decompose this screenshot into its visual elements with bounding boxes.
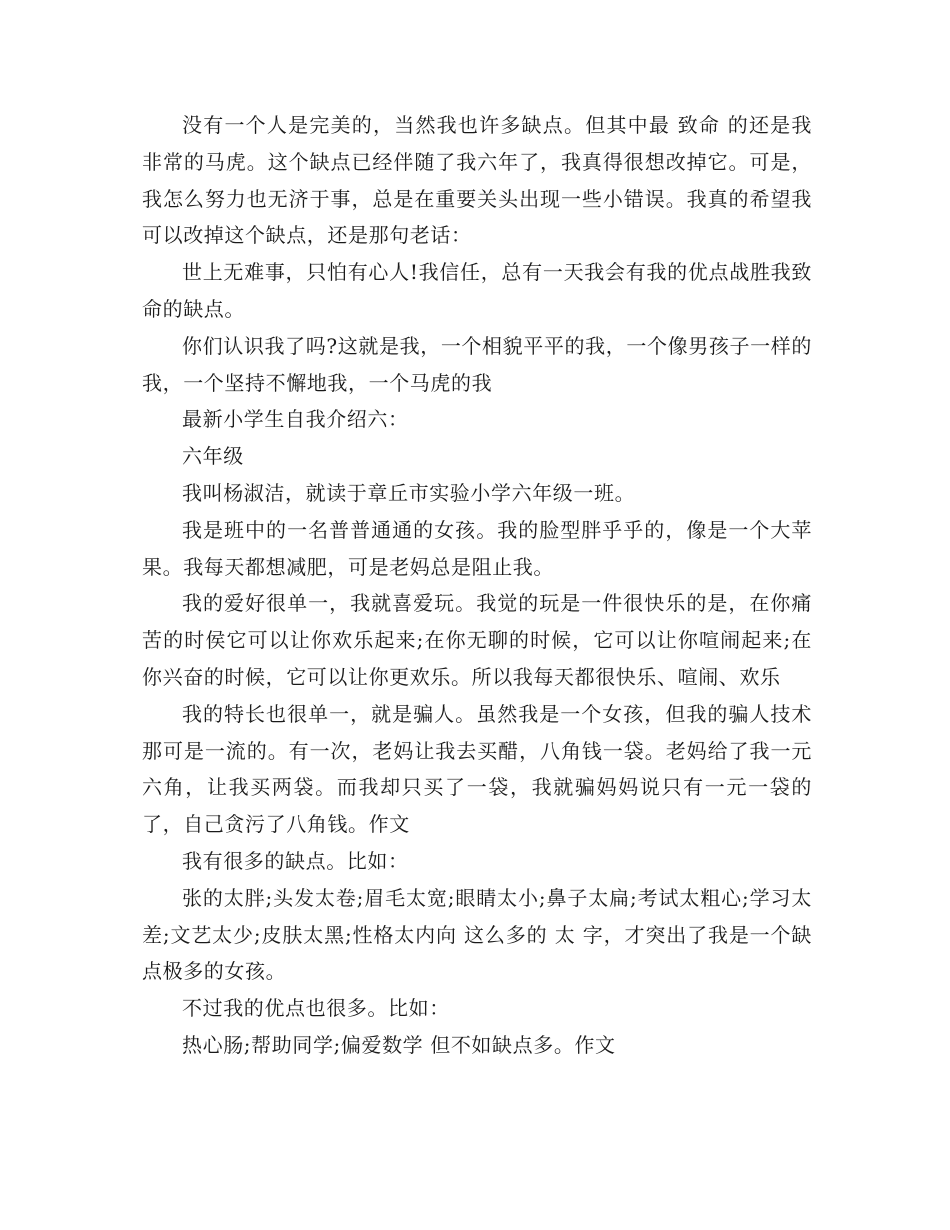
paragraph-3: 你们认识我了吗?这就是我，一个相貌平平的我，一个像男孩子一样的我，一个坚持不懈地我，一个马虎的我	[142, 333, 812, 395]
paragraph-8: 我的爱好很单一，我就喜爱玩。我觉的玩是一件很快乐的是，在你痛苦的时侯它可以让你欢乐起来;在你无聊的时候，它可以让你喧闹起来;在你兴奋的时候，它可以让你更欢乐。所以我每天都很快乐、喧闹、欢乐	[142, 591, 812, 689]
paragraph-6: 我叫杨淑洁，就读于章丘市实验小学六年级一班。	[182, 480, 636, 505]
grade-label: 六年级	[182, 444, 244, 469]
section-heading: 最新小学生自我介绍六：	[182, 407, 409, 432]
paragraph-9: 我的特长也很单一，就是骗人。虽然我是一个女孩，但我的骗人技术那可是一流的。有一次，老妈让我去买醋，八角钱一袋。老妈给了我一元六角，让我买两袋。而我却只买了一袋，我就骗妈妈说只有一元一袋的了，自己贪污了八角钱。作文	[142, 701, 812, 837]
paragraph-10: 我有很多的缺点。比如：	[182, 848, 409, 873]
paragraph-11: 张的太胖;头发太卷;眉毛太宽;眼睛太小;鼻子太扁;考试太粗心;学习太差;文艺太少;皮肤太黑;性格太内向 这么多的 太 字，才突出了我是一个缺点极多的女孩。	[142, 885, 812, 984]
paragraph-12: 不过我的优点也很多。比如：	[182, 996, 450, 1021]
paragraph-7: 我是班中的一名普普通通的女孩。我的脸型胖乎乎的，像是一个大苹果。我每天都想减肥，可是老妈总是阻止我。	[142, 517, 812, 579]
paragraph-2: 世上无难事，只怕有心人!我信任，总有一天我会有我的优点战胜我致命的缺点。	[142, 260, 812, 321]
paragraph-13: 热心肠;帮助同学;偏爱数学 但不如缺点多。作文	[182, 1032, 616, 1057]
paragraph-1: 没有一个人是完美的，当然我也许多缺点。但其中最 致命 的还是我非常的马虎。这个缺点已经伴随了我六年了，我真得很想改掉它。可是，我怎么努力也无济于事，总是在重要关头出现一些小错误。我真的希望我可以改掉这个缺点，还是那句老话：	[142, 113, 812, 248]
document-body	[142, 107, 812, 1064]
